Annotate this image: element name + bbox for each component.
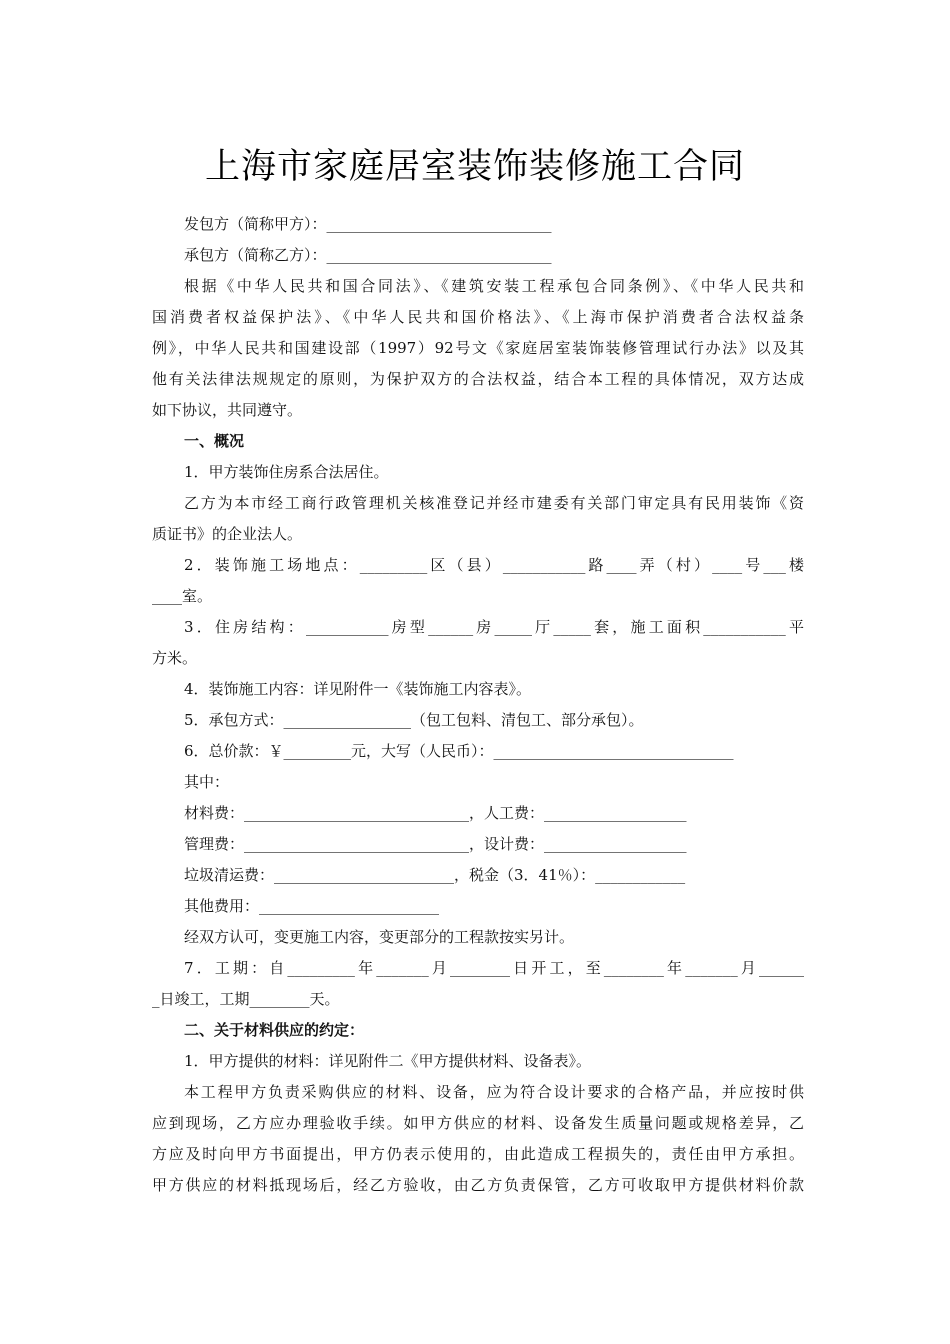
document-title: 上海市家庭居室装饰装修施工合同 (204, 147, 745, 187)
clause-2-1-para-line-2: 应到现场，乙方应办理验收手续。如甲方供应的材料、设备发生质量问题或规格差异，乙 (152, 1114, 804, 1132)
clause-1-4: 4．装饰施工内容：详见附件一《装饰施工内容表》。 (184, 680, 532, 698)
section-2-heading: 二、关于材料供应的约定： (184, 1021, 365, 1039)
change-note: 经双方认可，变更施工内容，变更部分的工程款按实另计。 (184, 928, 575, 946)
management-design-fee-line: 管理费：______________________________，设计费：___________________ (184, 835, 687, 853)
material-labor-fee-line: 材料费：______________________________，人工费：___________________ (184, 804, 687, 822)
clause-1-7-line-2: _日竣工，工期________天。 (152, 990, 340, 1008)
clause-2-1-para-line-3: 方应及时向甲方书面提出，甲方仍表示使用的，由此造成工程损失的，责任由甲方承担。 (152, 1145, 804, 1163)
clause-2-1: 1．甲方提供的材料：详见附件二《甲方提供材料、设备表》。 (184, 1052, 592, 1070)
clause-1-3-line-2: 方米。 (152, 649, 198, 667)
preamble-line-2: 国消费者权益保护法》、《中华人民共和国价格法》、《上海市保护消费者合法权益条 (152, 308, 804, 326)
clause-1-1-para-line-1: 乙方为本市经工商行政管理机关核准登记并经市建委有关部门审定具有民用装饰《资 (184, 494, 804, 512)
clause-1-2-line-2: ____室。 (152, 587, 213, 605)
waste-tax-fee-line: 垃圾清运费：________________________，税金（3．41％）：____________ (184, 866, 686, 884)
preamble-line-4: 他有关法律法规规定的原则，为保护双方的合法权益，结合本工程的具体情况，双方达成 (152, 370, 804, 388)
clause-1-1-para-line-2: 质证书》的企业法人。 (152, 525, 303, 543)
clause-1-5: 5．承包方式：_________________（包工包料、清包工、部分承包）。 (184, 711, 644, 729)
section-1-heading: 一、概况 (184, 432, 245, 450)
clause-1-7-line-1: 7．工期：自_________年_______月________日开工，至________年_______月______ (184, 959, 804, 977)
clause-1-2-line-1: 2．装饰施工场地点：_________区（县）___________路____弄（村）____号___楼 (184, 556, 804, 574)
clause-2-1-para-line-1: 本工程甲方负责采购供应的材料、设备，应为符合设计要求的合格产品，并应按时供 (184, 1083, 804, 1101)
clause-2-1-para-line-4: 甲方供应的材料抵现场后，经乙方验收，由乙方负责保管，乙方可收取甲方提供材料价款 (152, 1176, 804, 1194)
clause-1-3-line-1: 3．住房结构：___________房型______房_____厅_____套，施工面积___________平 (184, 618, 804, 636)
price-breakdown-label: 其中： (184, 773, 230, 791)
preamble-line-5: 如下协议，共同遵守。 (152, 401, 303, 419)
preamble-line-3: 例》，中华人民共和国建设部（1997）92号文《家庭居室装饰装修管理试行办法》以及其 (152, 339, 804, 357)
preamble-line-1: 根据《中华人民共和国合同法》、《建筑安装工程承包合同条例》、《中华人民共和 (184, 277, 804, 295)
clause-1-6: 6．总价款：￥_________元，大写（人民币）：________________________________ (184, 742, 734, 760)
clause-1-1: 1．甲方装饰住房系合法居住。 (184, 463, 389, 481)
party-a-line: 发包方（简称甲方）：______________________________ (184, 215, 552, 233)
other-fee-line: 其他费用：________________________ (184, 897, 440, 915)
party-b-line: 承包方（简称乙方）：______________________________ (184, 246, 552, 264)
